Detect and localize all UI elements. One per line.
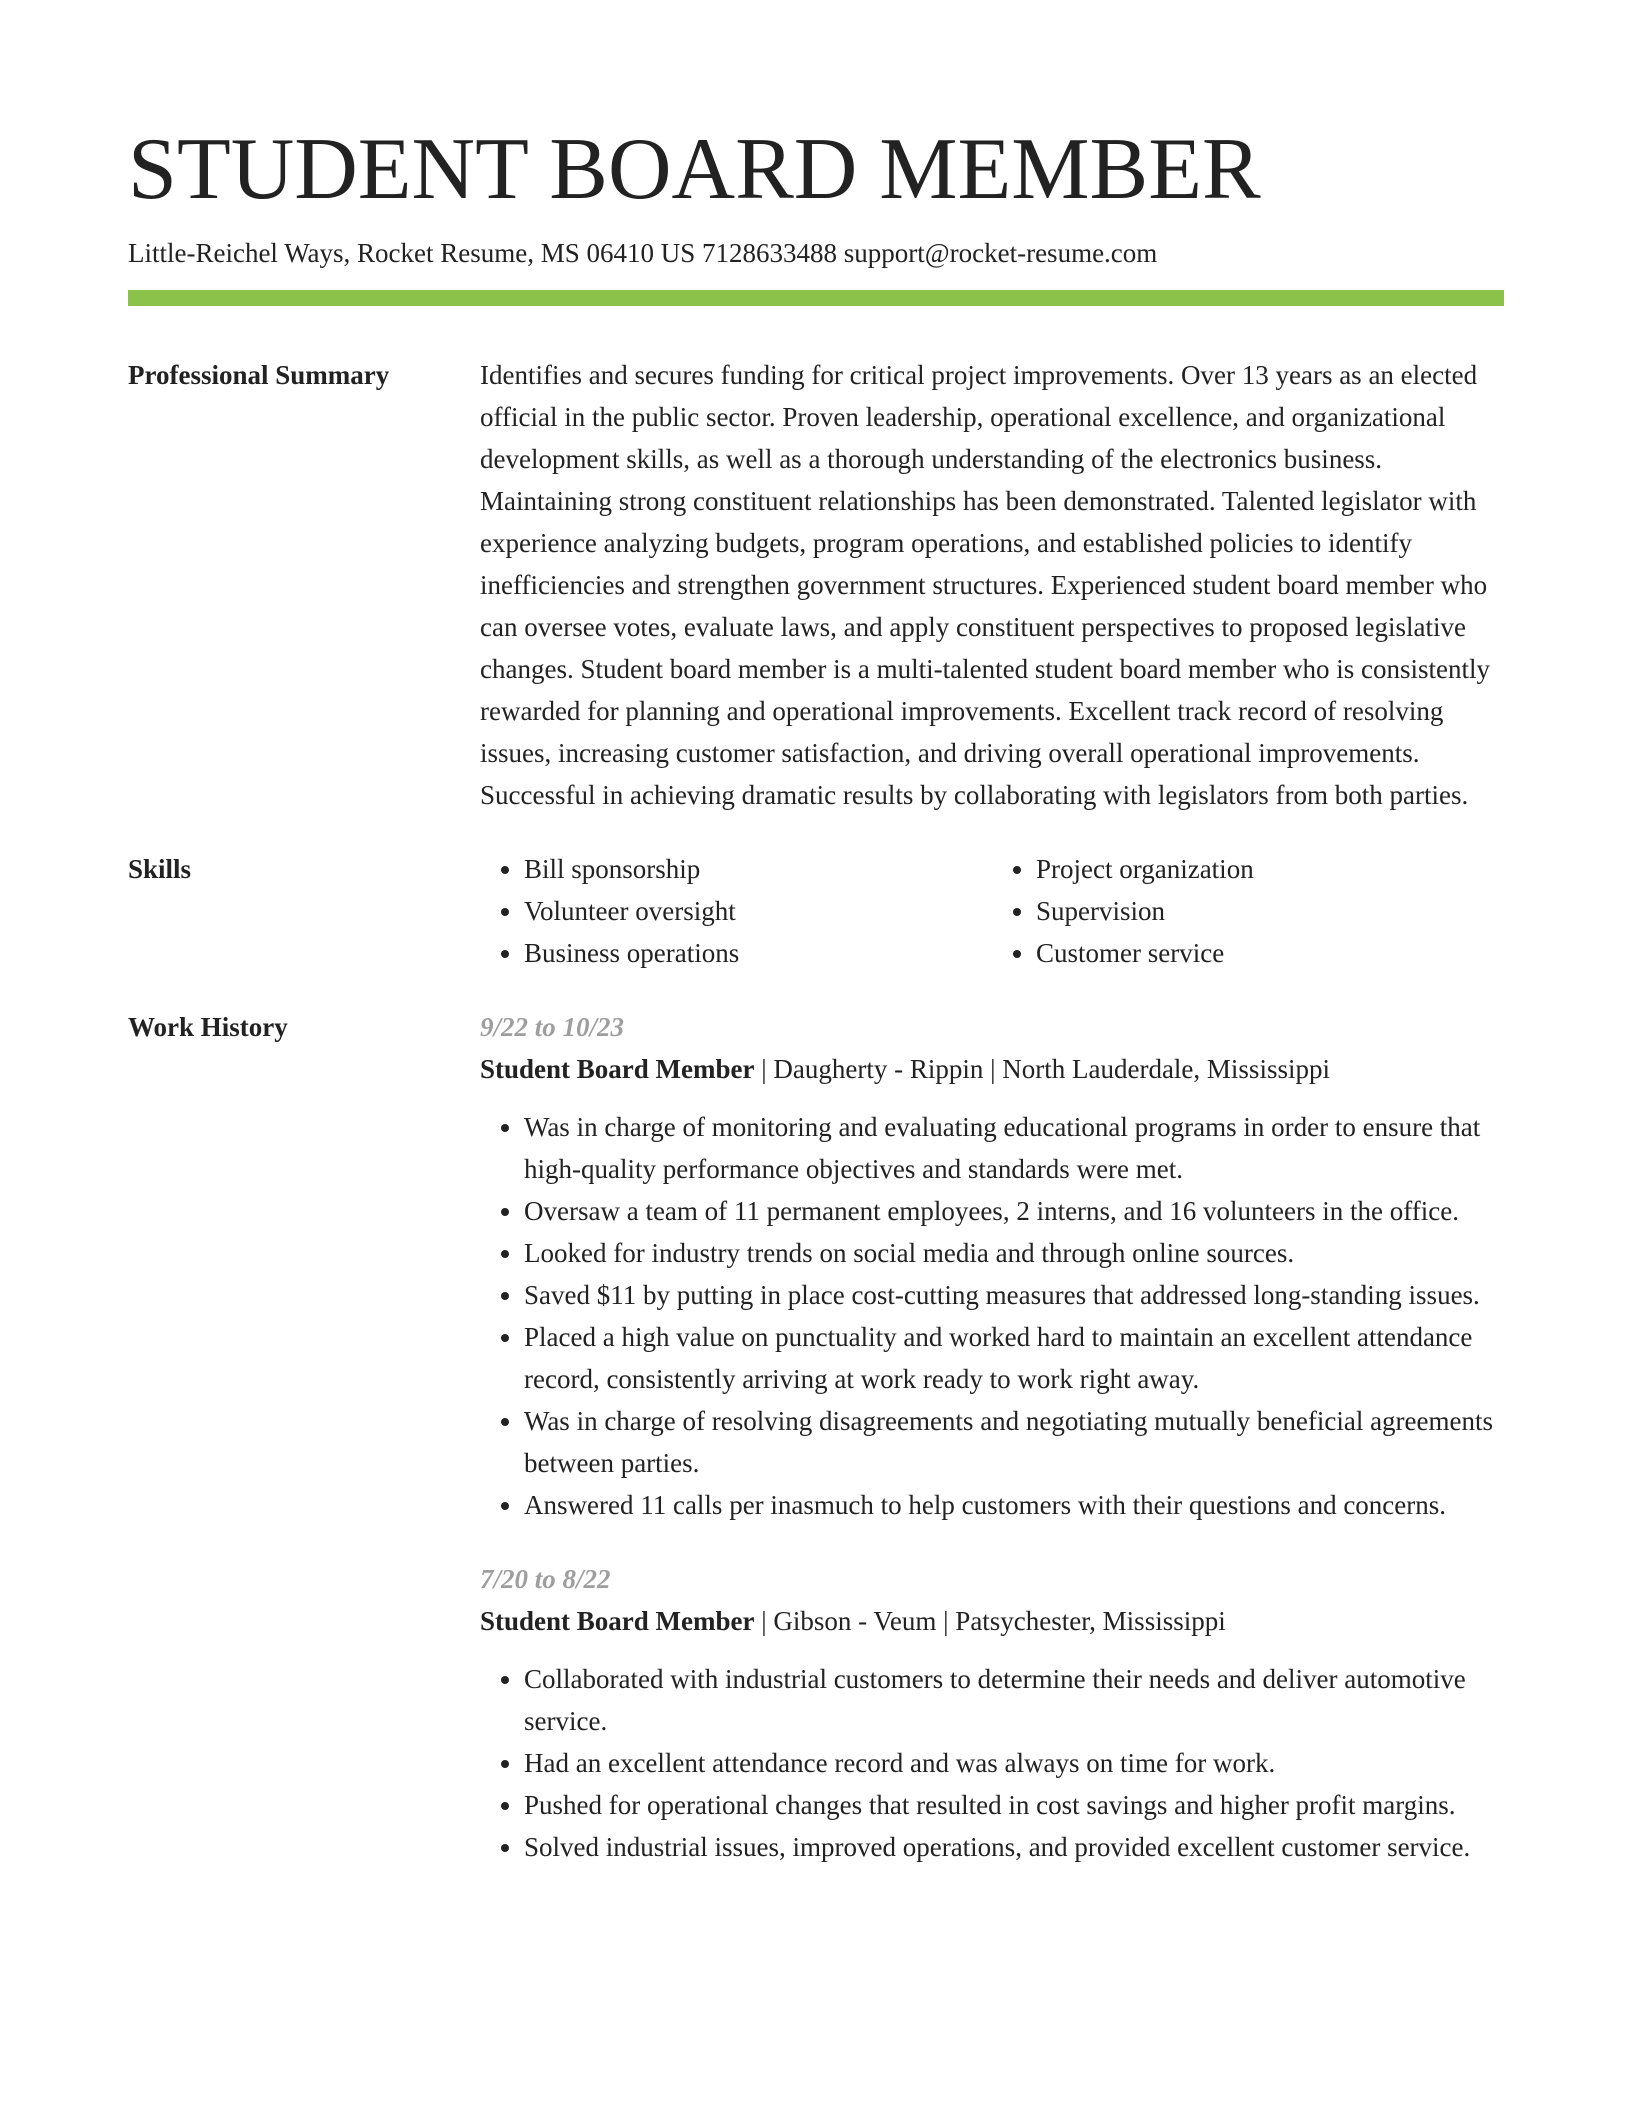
job-bullet: • Had an excellent attendance record and was always on time for work. [524,1742,1504,1784]
resume-page [128,120,1504,1868]
job-bullets [480,1106,1504,1526]
job-entry [480,1558,1504,1868]
job-bullet: • Was in charge of resolving disagreements and negotiating mutually beneficial agreements between parties. [524,1400,1504,1484]
header-divider [128,290,1504,306]
summary-text: Identifies and secures funding for critical project improvements. Over 13 years as an elected official in the public sector. Proven leadership, operational excellence, and organizational development skills, as well as a thorough understanding of the electronics business. Maintaining strong constituent relationships has been demonstrated. Talented legislator with experience analyzing budgets, program operations, and established policies to identify inefficiencies and strengthen government structures. Experienced student board member who can oversee votes, evaluate laws, and apply constituent perspectives to proposed legislative changes. Student board member is a multi-talented student board member who is consistently rewarded for planning and operational improvements. Excellent track record of resolving issues, increasing customer satisfaction, and driving overall operational improvements. Successful in achieving dramatic results by collaborating with legislators from both parties. [480,360,1491,810]
skills-grid [480,848,1504,974]
job-bullet: • Saved $11 by putting in place cost-cutting measures that addressed long-standing issues. [524,1274,1504,1316]
job-bullets [480,1658,1504,1868]
job-bullet: • Answered 11 calls per inasmuch to help customers with their questions and concerns. [524,1484,1504,1526]
job-bullet: • Was in charge of monitoring and evaluating educational programs in order to ensure that high-quality performance objectives and standards were met. [524,1106,1504,1190]
work-history-section [128,1006,1504,1868]
skills-column-left [480,848,992,974]
skill-item: • Project organization [1036,848,1504,890]
candidate-name: STUDENT BOARD MEMBER [128,121,1261,218]
job-bullet: • Collaborated with industrial customers to determine their needs and deliver automotive service. [524,1658,1504,1742]
skills-body [480,848,1504,974]
skill-item: • Supervision [1036,890,1504,932]
skill-item: • Bill sponsorship [524,848,992,890]
section-heading-summary: Professional Summary [128,360,390,390]
contact-email: support@rocket-resume.com [843,238,1158,268]
section-heading-skills: Skills [128,854,192,884]
job-entry [480,1006,1504,1526]
contact-line [128,236,1504,270]
job-employer-location: | Daugherty - Rippin | North Lauderdale, Mississippi [754,1054,1330,1084]
work-history-body [480,1006,1504,1868]
contact-phone: 7128633488 [702,238,838,268]
skills-section [128,848,1504,974]
job-title: Student Board Member [480,1054,755,1084]
skill-item: • Business operations [524,932,992,974]
job-dates: 9/22 to 10/23 [480,1012,625,1042]
job-bullet: • Placed a high value on punctuality and worked hard to maintain an excellent attendance record, consistently arriving at work ready to work right away. [524,1316,1504,1400]
job-bullet: • Oversaw a team of 11 permanent employees, 2 interns, and 16 volunteers in the office. [524,1190,1504,1232]
professional-summary-section [128,354,1504,816]
job-bullet: • Looked for industry trends on social media and through online sources. [524,1232,1504,1274]
job-title: Student Board Member [480,1606,755,1636]
job-bullet: • Solved industrial issues, improved operations, and provided excellent customer service. [524,1826,1504,1868]
skill-item: • Volunteer oversight [524,890,992,932]
section-heading-work: Work History [128,1012,288,1042]
job-title-line [480,1600,1504,1642]
skill-item: • Customer service [1036,932,1504,974]
job-bullet: • Pushed for operational changes that resulted in cost savings and higher profit margins. [524,1784,1504,1826]
job-title-line [480,1048,1504,1090]
skills-column-right [992,848,1504,974]
job-dates: 7/20 to 8/22 [480,1564,611,1594]
job-employer-location: | Gibson - Veum | Patsychester, Mississippi [754,1606,1226,1636]
contact-address: Little-Reichel Ways, Rocket Resume, MS 06410 US [128,238,696,268]
